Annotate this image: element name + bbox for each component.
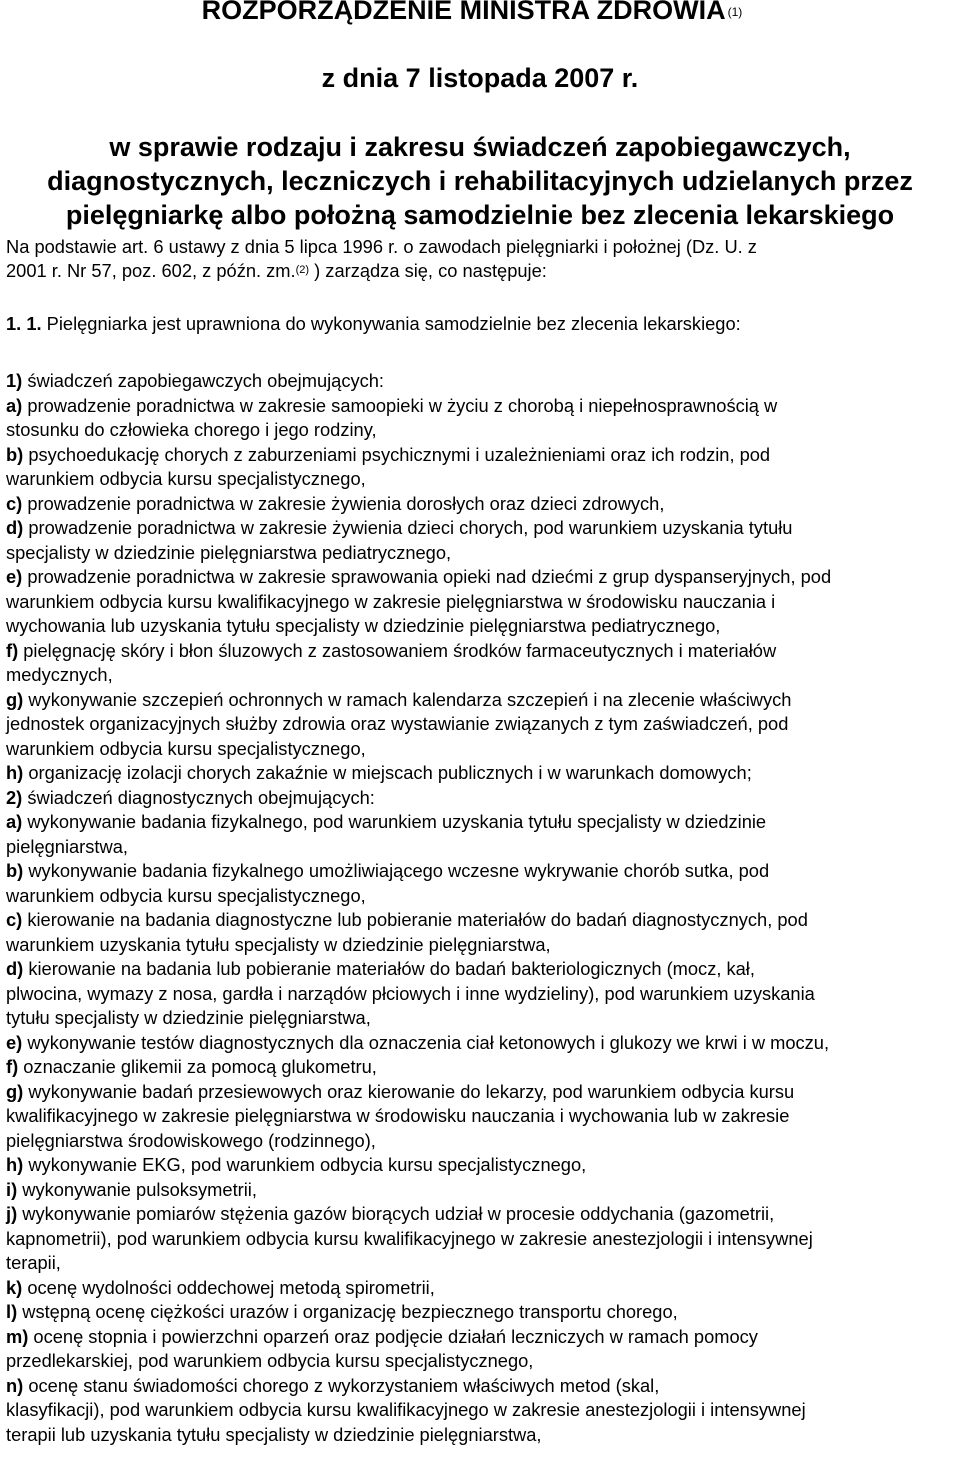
subject-line: w sprawie rodzaju i zakresu świadczeń zapobiegawczych, [109,132,851,162]
item-label: h) [6,1154,24,1175]
item-text: kierowanie na badania diagnostyczne lub pobieranie materiałów do badań diagnostycznych, pod [22,909,808,930]
list-item [6,1055,958,1080]
list-item [6,1227,958,1252]
item-text: wykonywanie pomiarów stężenia gazów biorących udział w procesie oddychania (gazometrii, [17,1203,775,1224]
subject-line: pielęgniarkę albo położną samodzielnie bez zlecenia lekarskiego [65,200,895,230]
item-text: kapnometrii), pod warunkiem odbycia kursu kwalifikacyjnego w zakresie anestezjologii i intensywnej [6,1227,813,1249]
list-item [6,663,958,688]
item-label: d) [6,958,24,979]
item-text: jednostek organizacyjnych służby zdrowia oraz wystawianie związanych z tym zaświadczeń, pod [6,713,789,734]
item-label: f) [6,1056,19,1077]
item-label: a) [6,811,23,832]
item-text: wykonywanie testów diagnostycznych dla oznaczenia ciał ketonowych i glukozy we krwi i w moczu, [22,1031,830,1053]
list-item [6,369,958,394]
list-item [6,1202,958,1227]
article-paragraph [6,312,958,336]
title-footnote-marker: (1) [727,5,743,19]
list-item [6,884,958,909]
list-item [6,761,958,786]
item-text: kierowanie na badania lub pobieranie materiałów do badań bakteriologicznych (mocz, kał, [23,958,755,979]
item-text: prowadzenie poradnictwa w zakresie żywienia dzieci chorych, pod warunkiem uzyskania tytułu [23,517,793,538]
legal-basis-line [6,259,958,283]
item-text: wykonywanie badania fizykalnego, pod warunkiem uzyskania tytułu specjalisty w dziedzinie [22,811,767,832]
item-text: stosunku do człowieka chorego i jego rodziny, [6,419,377,440]
item-text: plwocina, wymazy z nosa, gardła i narządów płciowych i inne wydzieliny), pod warunkiem uzyskania [6,982,815,1004]
list-item [6,614,958,639]
item-label: f) [6,639,19,661]
item-text: warunkiem odbycia kursu specjalistycznego, [6,468,366,489]
item-text: wykonywanie EKG, pod warunkiem odbycia kursu specjalistycznego, [23,1154,587,1175]
list-item [6,492,958,517]
item-text: specjalisty w dziedzinie pielęgniarstwa pediatrycznego, [6,541,452,563]
list-item [6,810,958,835]
item-label: g) [6,1080,24,1102]
document-subject [0,130,960,232]
item-text: wykonywanie badań przesiewowych oraz kierowanie do lekarzy, pod warunkiem odbycia kursu [23,1080,795,1102]
list-item [6,1300,958,1325]
document-date: z dnia 7 listopada 2007 r. [321,63,639,93]
item-text: wstępną ocenę ciężkości urazów i organizację bezpiecznego transportu chorego, [17,1301,678,1322]
item-text: prowadzenie poradnictwa w zakresie sprawowania opieki nad dziećmi z grup dyspanseryjnych, pod [22,566,832,587]
item-text: ocenę stopnia i powierzchni oparzeń oraz podjęcie działań leczniczych w ramach pomocy [28,1325,758,1347]
item-text: prowadzenie poradnictwa w zakresie samoopieki w życiu z chorobą i niepełnosprawnością w [22,394,778,416]
item-text: wykonywanie szczepień ochronnych w ramach kalendarza szczepień i na zlecenie właściwych [23,688,792,710]
legal-basis-text: ) zarządza się, co następuje: [309,260,547,282]
list-item [6,786,958,811]
item-text: wykonywanie badania fizykalnego umożliwiającego wczesne wykrywanie chorób sutka, pod [23,860,770,881]
item-label: c) [6,909,23,930]
item-text: oznaczanie glikemii za pomocą glukometru, [18,1056,377,1077]
article-text: Pielęgniarka jest uprawniona do wykonywania samodzielnie bez zlecenia lekarskiego: [41,313,741,334]
item-label: j) [6,1203,18,1224]
item-label: g) [6,688,24,710]
list-item [6,982,958,1007]
list-item [6,541,958,566]
item-text: kwalifikacyjnego w zakresie pielęgniarstwa w środowisku nauczania i wychowania lub w zakresie [6,1105,790,1126]
item-label: n) [6,1374,24,1396]
legal-basis-line: Na podstawie art. 6 ustawy z dnia 5 lipca 1996 r. o zawodach pielęgniarki i położnej (Dz. U. z [6,236,757,257]
item-text: warunkiem odbycia kursu specjalistycznego, [6,737,366,759]
item-text: przedlekarskiej, pod warunkiem odbycia kursu specjalistycznego, [6,1350,534,1371]
item-text: warunkiem uzyskania tytułu specjalisty w dziedzinie pielęgniarstwa, [6,933,551,955]
list-item [6,957,958,982]
item-label: 1) [6,370,23,391]
list-item [6,688,958,713]
item-text: terapii lub uzyskania tytułu specjalisty w dziedzinie pielęgniarstwa, [6,1423,542,1445]
item-label: a) [6,394,23,416]
item-label: e) [6,1031,23,1053]
list-item [6,1325,958,1350]
list-item [6,737,958,762]
item-text: ocenę wydolności oddechowej metodą spirometrii, [22,1276,435,1298]
list-item [6,590,958,615]
item-text: pielęgniarstwa środowiskowego (rodzinnego), [6,1129,376,1151]
list-item [6,639,958,664]
item-label: m) [6,1325,29,1347]
item-text: medycznych, [6,664,113,685]
list-item [6,443,958,468]
item-text: wykonywanie pulsoksymetrii, [17,1178,257,1200]
list-item [6,516,958,541]
list-item [6,1423,958,1448]
list-item [6,933,958,958]
item-label: h) [6,762,24,783]
item-text: wychowania lub uzyskania tytułu specjalisty w dziedzinie pielęgniarstwa pediatrycznego, [6,615,721,636]
list-item [6,1398,958,1423]
title-text: ROZPORZĄDZENIE MINISTRA ZDROWIA [201,0,726,25]
list-item [6,835,958,860]
list-item [6,1251,958,1276]
list-item [6,1104,958,1129]
item-text: ocenę stanu świadomości chorego z wykorzystaniem właściwych metod (skal, [23,1374,660,1396]
provisions-list [6,369,958,1447]
item-label: i) [6,1178,18,1200]
item-text: warunkiem odbycia kursu specjalistycznego, [6,884,366,906]
item-label: 2) [6,786,23,808]
item-label: e) [6,566,23,587]
item-text: pielęgniarstwa, [6,835,128,857]
list-item [6,1129,958,1154]
item-text: świadczeń zapobiegawczych obejmujących: [22,370,385,391]
list-item [6,859,958,884]
list-item [6,1006,958,1031]
list-item [6,1080,958,1105]
item-label: d) [6,517,24,538]
list-item [6,1178,958,1203]
item-text: świadczeń diagnostycznych obejmujących: [22,786,375,808]
item-label: c) [6,492,23,514]
legal-basis-text: 2001 r. Nr 57, poz. 602, z późn. zm. [6,260,296,282]
article-number: 1. 1. [6,313,42,334]
legal-basis-paragraph [6,235,958,283]
list-item [6,467,958,492]
item-text: warunkiem odbycia kursu kwalifikacyjnego w zakresie pielęgniarstwa w środowisku nauczania i [6,590,776,612]
item-label: k) [6,1276,23,1298]
footnote-marker: (2) [295,264,310,277]
item-text: prowadzenie poradnictwa w zakresie żywienia dorosłych oraz dzieci zdrowych, [22,492,665,514]
subject-line: diagnostycznych, leczniczych i rehabilitacyjnych udzielanych przez [47,166,913,196]
item-text: pielęgnację skóry i błon śluzowych z zastosowaniem środków farmaceutycznych i materiałów [18,639,777,661]
list-item [6,908,958,933]
item-text: organizację izolacji chorych zakaźnie w miejscach publicznych i w warunkach domowych; [23,762,752,783]
item-label: b) [6,860,24,881]
list-item [6,712,958,737]
item-text: klasyfikacji), pod warunkiem odbycia kursu kwalifikacyjnego w zakresie anestezjologii i intensywnej [6,1399,806,1420]
list-item [6,1153,958,1178]
item-label: b) [6,443,24,465]
item-text: terapii, [6,1252,61,1273]
list-item [6,418,958,443]
list-item [6,1349,958,1374]
list-item [6,1276,958,1301]
list-item [6,1374,958,1399]
item-text: tytułu specjalisty w dziedzinie pielęgniarstwa, [6,1007,371,1028]
list-item [6,1031,958,1056]
item-label: l) [6,1301,18,1322]
list-item [6,394,958,419]
item-text: psychoedukację chorych z zaburzeniami psychicznymi i uzależnieniami oraz ich rodzin, pod [23,443,771,465]
document-title [0,0,952,26]
list-item [6,565,958,590]
